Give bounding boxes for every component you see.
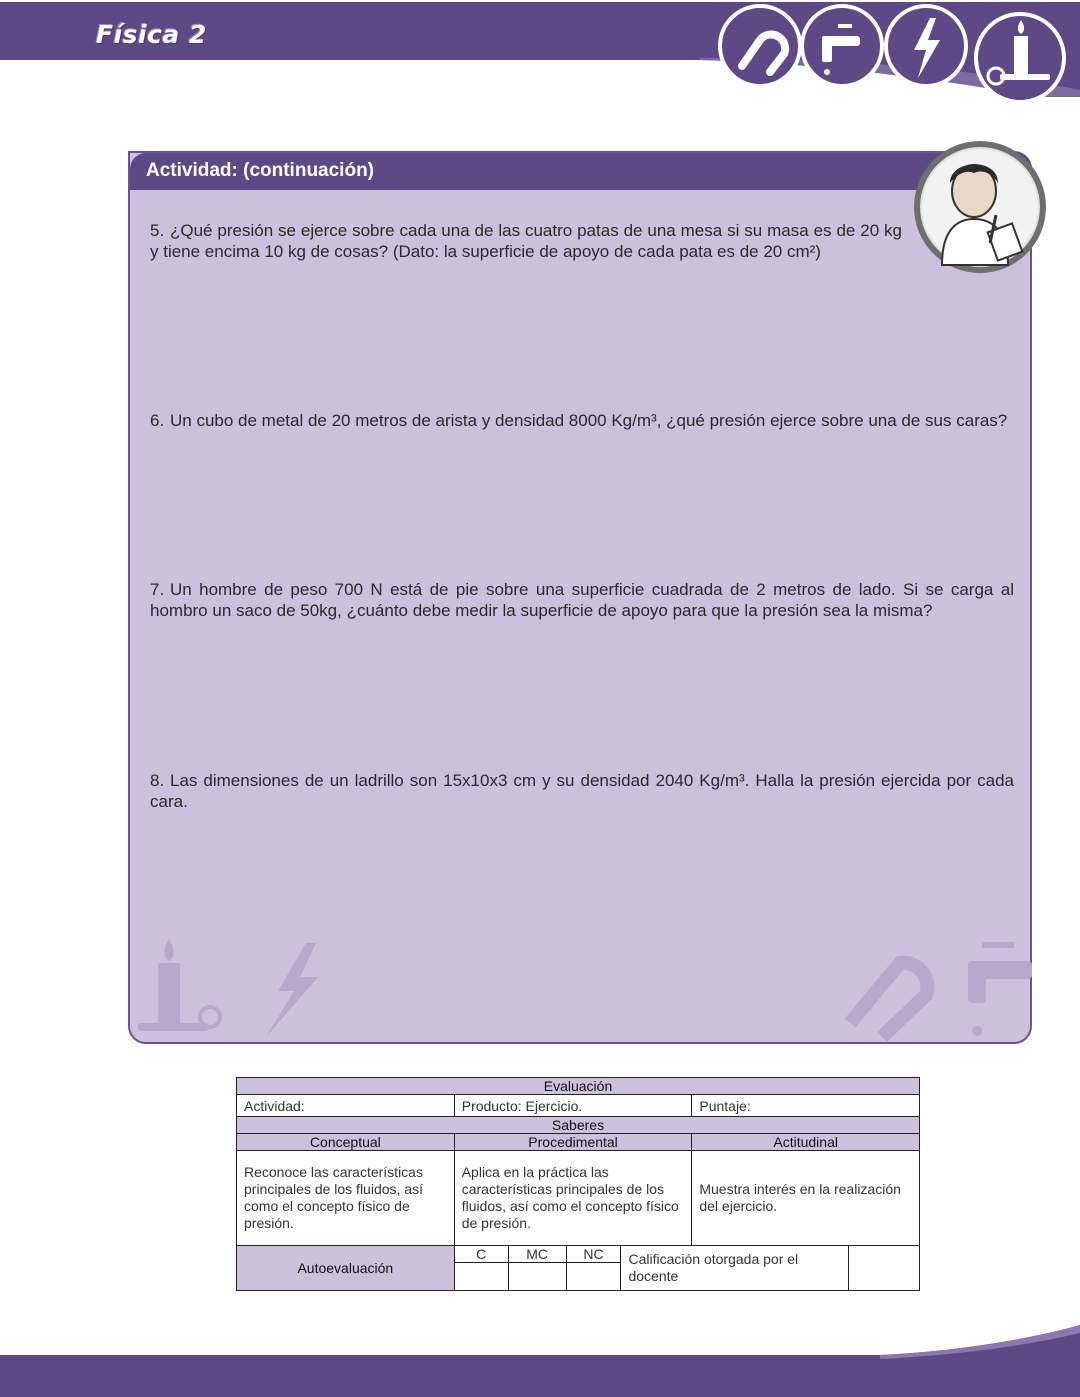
checkbox-mc[interactable] xyxy=(508,1263,566,1291)
scale-nc: NC xyxy=(566,1246,621,1263)
lightning-icon xyxy=(886,6,966,86)
checkbox-nc[interactable] xyxy=(566,1263,621,1291)
panel-title: Actividad: (continuación) xyxy=(146,160,374,181)
faucet-watermark-icon xyxy=(968,945,1032,1036)
actitudinal-description: Muestra interés en la realización del ejercicio. xyxy=(692,1151,920,1246)
student-avatar xyxy=(912,139,1048,275)
question-number: 5. xyxy=(150,221,165,240)
candle-watermark-icon xyxy=(138,939,220,1031)
product-label: Producto: Ejercicio. xyxy=(454,1095,692,1117)
question-7 xyxy=(150,579,1014,621)
column-procedimental: Procedimental xyxy=(454,1134,692,1151)
candle-icon xyxy=(976,14,1064,102)
conceptual-description: Reconoce las características principales de los fluidos, así como el concepto físico de presión. xyxy=(237,1151,455,1246)
question-text: Un hombre de peso 700 N está de pie sobre una superficie cuadrada de 2 metros de lado. Si se carga al hombro un saco de 50kg, ¿cuánto debe medir la superficie de apoyo para que la presión sea la misma? xyxy=(150,580,1014,620)
header-icons xyxy=(0,0,1080,110)
question-text: ¿Qué presión se ejerce sobre cada una de las cuatro patas de una mesa si su masa es de 20 kg y tiene encima 10 kg de cosas? (Dato: la superficie de apoyo de cada pata es de 20 cm²) xyxy=(150,221,902,261)
question-text: Las dimensiones de un ladrillo son 15x10x3 cm y su densidad 2040 Kg/m³. Halla la presión ejercida por cada cara. xyxy=(150,771,1014,811)
magnet-icon xyxy=(720,6,800,86)
magnet-watermark-icon xyxy=(850,963,927,1037)
activity-panel xyxy=(128,151,1032,1044)
question-6 xyxy=(150,410,1014,431)
panel-title-bar xyxy=(130,153,1032,190)
column-actitudinal: Actitudinal xyxy=(692,1134,920,1151)
scale-c: C xyxy=(454,1246,508,1263)
procedimental-description: Aplica en la práctica las características principales de los fluidos, así como el concepto físico de presión. xyxy=(454,1151,692,1246)
question-number: 7. xyxy=(150,580,165,599)
brand-title: Física 2 xyxy=(96,20,207,49)
activity-label: Actividad: xyxy=(237,1095,455,1117)
teacher-grade-cell[interactable] xyxy=(849,1246,920,1291)
question-number: 8. xyxy=(150,771,165,790)
faucet-icon xyxy=(802,6,882,86)
question-8 xyxy=(150,770,1014,812)
checkbox-c[interactable] xyxy=(454,1263,508,1291)
saberes-header: Saberes xyxy=(237,1117,920,1134)
lightning-watermark-icon xyxy=(266,943,318,1037)
self-evaluation-label: Autoevaluación xyxy=(237,1246,455,1291)
evaluation-title: Evaluación xyxy=(237,1078,920,1095)
column-conceptual: Conceptual xyxy=(237,1134,455,1151)
footer-band xyxy=(0,1325,1080,1397)
question-number: 6. xyxy=(150,411,165,430)
question-5 xyxy=(150,220,902,262)
scale-mc: MC xyxy=(508,1246,566,1263)
question-text: Un cubo de metal de 20 metros de arista y densidad 8000 Kg/m³, ¿qué presión ejerce sobre una de sus caras? xyxy=(170,411,1008,430)
evaluation-table xyxy=(236,1077,920,1291)
watermark-icons xyxy=(130,933,1032,1043)
score-label: Puntaje: xyxy=(692,1095,920,1117)
teacher-grade-label: Calificación otorgada por el docente xyxy=(621,1246,849,1291)
